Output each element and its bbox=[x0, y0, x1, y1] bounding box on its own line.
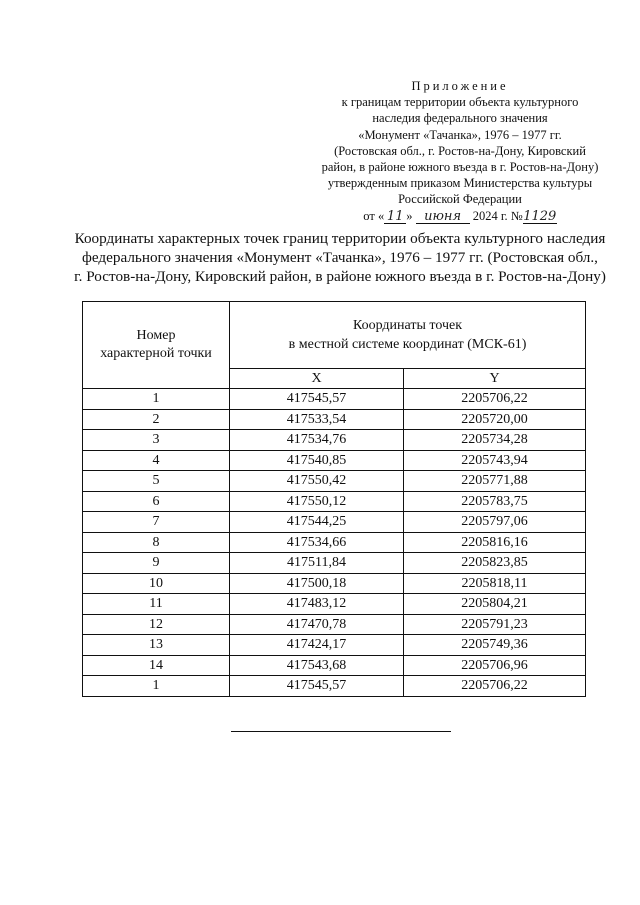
appendix-line: к границам территории объекта культурного bbox=[341, 95, 579, 110]
order-year: 2024 г. № bbox=[472, 208, 523, 223]
appendix-block bbox=[300, 78, 620, 224]
point-number: 1 bbox=[83, 389, 230, 410]
table-row bbox=[83, 614, 586, 635]
table-row bbox=[83, 430, 586, 451]
x-coordinate: 417533,54 bbox=[230, 409, 404, 430]
y-coordinate: 2205734,28 bbox=[404, 430, 586, 451]
order-number: 1129 bbox=[523, 208, 557, 224]
point-number: 12 bbox=[83, 614, 230, 635]
x-coordinate: 417534,76 bbox=[230, 430, 404, 451]
x-coordinate: 417540,85 bbox=[230, 450, 404, 471]
title-line: Координаты характерных точек границ территории объекта культурного наследия bbox=[74, 230, 606, 247]
table-row bbox=[83, 594, 586, 615]
appendix-line: наследия федерального значения bbox=[372, 111, 548, 126]
y-coordinate: 2205720,00 bbox=[404, 409, 586, 430]
x-coordinate: 417550,42 bbox=[230, 471, 404, 492]
x-coordinate: 417470,78 bbox=[230, 614, 404, 635]
y-coordinate: 2205771,88 bbox=[404, 471, 586, 492]
x-coordinate: 417545,57 bbox=[230, 389, 404, 410]
y-coordinate: 2205706,96 bbox=[404, 655, 586, 676]
order-month: июня bbox=[416, 210, 470, 224]
x-coordinate: 417550,12 bbox=[230, 491, 404, 512]
point-number: 9 bbox=[83, 553, 230, 574]
appendix-line: (Ростовская обл., г. Ростов-на-Дону, Кировский bbox=[334, 143, 586, 158]
table-row bbox=[83, 491, 586, 512]
x-coordinate: 417511,84 bbox=[230, 553, 404, 574]
table-row bbox=[83, 409, 586, 430]
point-number: 13 bbox=[83, 635, 230, 656]
point-number: 7 bbox=[83, 512, 230, 533]
point-number: 4 bbox=[83, 450, 230, 471]
x-coordinate: 417544,25 bbox=[230, 512, 404, 533]
y-coordinate: 2205791,23 bbox=[404, 614, 586, 635]
y-coordinate: 2205823,85 bbox=[404, 553, 586, 574]
closing-divider bbox=[231, 731, 451, 732]
point-number: 8 bbox=[83, 532, 230, 553]
point-number: 14 bbox=[83, 655, 230, 676]
point-number: 5 bbox=[83, 471, 230, 492]
table-row bbox=[83, 553, 586, 574]
header-x: X bbox=[230, 369, 404, 389]
y-coordinate: 2205804,21 bbox=[404, 594, 586, 615]
title-line: г. Ростов-на-Дону, Кировский район, в районе южного въезда в г. Ростов-на-Дону) bbox=[74, 268, 606, 286]
y-coordinate: 2205783,75 bbox=[404, 491, 586, 512]
table-row bbox=[83, 512, 586, 533]
point-number: 2 bbox=[83, 409, 230, 430]
point-number: 3 bbox=[83, 430, 230, 451]
x-coordinate: 417483,12 bbox=[230, 594, 404, 615]
date-mid: » bbox=[406, 208, 413, 223]
point-number: 1 bbox=[83, 676, 230, 697]
table-row bbox=[83, 389, 586, 410]
point-number: 11 bbox=[83, 594, 230, 615]
coordinates-table bbox=[82, 301, 586, 697]
y-coordinate: 2205818,11 bbox=[404, 573, 586, 594]
table-row bbox=[83, 676, 586, 697]
appendix-heading: Приложение bbox=[411, 79, 509, 93]
y-coordinate: 2205816,16 bbox=[404, 532, 586, 553]
x-coordinate: 417500,18 bbox=[230, 573, 404, 594]
table-row bbox=[83, 471, 586, 492]
date-prefix: от « bbox=[363, 208, 385, 223]
x-coordinate: 417534,66 bbox=[230, 532, 404, 553]
header-y: Y bbox=[404, 369, 586, 389]
table-row bbox=[83, 635, 586, 656]
x-coordinate: 417543,68 bbox=[230, 655, 404, 676]
table-row bbox=[83, 450, 586, 471]
appendix-line: Российской Федерации bbox=[398, 192, 522, 207]
appendix-line: район, в районе южного въезда в г. Ростов-на-Дону) bbox=[321, 160, 599, 175]
appendix-line: «Монумент «Тачанка», 1976 – 1977 гг. bbox=[358, 127, 562, 142]
header-point-number: Номер характерной точки bbox=[83, 302, 230, 389]
order-day: 11 bbox=[384, 210, 406, 224]
y-coordinate: 2205743,94 bbox=[404, 450, 586, 471]
table-row bbox=[83, 573, 586, 594]
appendix-line: утвержденным приказом Министерства культуры bbox=[327, 176, 593, 191]
x-coordinate: 417545,57 bbox=[230, 676, 404, 697]
point-number: 6 bbox=[83, 491, 230, 512]
header-coordinates: Координаты точек в местной системе координат (МСК-61) bbox=[230, 302, 586, 369]
y-coordinate: 2205706,22 bbox=[404, 676, 586, 697]
table-row bbox=[83, 532, 586, 553]
y-coordinate: 2205706,22 bbox=[404, 389, 586, 410]
title-line: федерального значения «Монумент «Тачанка», 1976 – 1977 гг. (Ростовская обл., bbox=[82, 249, 598, 267]
order-date-line bbox=[300, 208, 620, 224]
y-coordinate: 2205749,36 bbox=[404, 635, 586, 656]
point-number: 10 bbox=[83, 573, 230, 594]
y-coordinate: 2205797,06 bbox=[404, 512, 586, 533]
document-title bbox=[70, 229, 610, 287]
x-coordinate: 417424,17 bbox=[230, 635, 404, 656]
table-row bbox=[83, 655, 586, 676]
